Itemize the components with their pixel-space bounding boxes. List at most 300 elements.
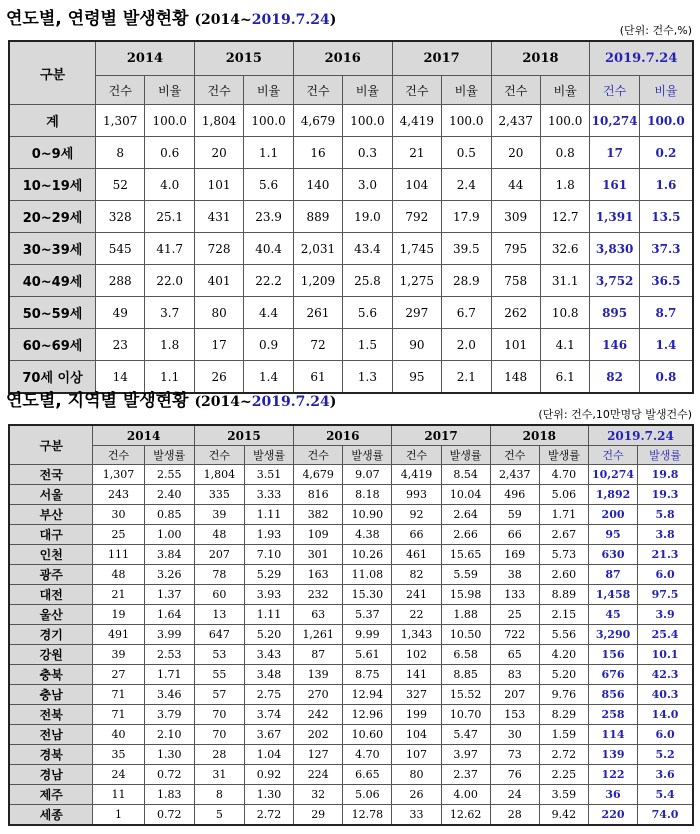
count-cell: 816 xyxy=(294,485,343,505)
count-cell: 28 xyxy=(490,805,539,826)
count-cell: 57 xyxy=(194,685,244,705)
region-row xyxy=(9,505,693,525)
ratio-subheader: 비율 xyxy=(442,76,491,105)
ratio-cell: 1.88 xyxy=(441,605,490,625)
count-cell: 207 xyxy=(490,685,539,705)
count-cell: 45 xyxy=(588,605,637,625)
year-header: 2014 xyxy=(93,425,194,446)
ratio-cell: 32.6 xyxy=(540,233,589,265)
ratio-cell: 5.20 xyxy=(539,665,588,685)
count-cell: 792 xyxy=(392,201,441,233)
count-cell: 258 xyxy=(588,705,637,725)
ratio-cell: 3.46 xyxy=(144,685,194,705)
ratio-cell: 10.90 xyxy=(343,505,392,525)
count-cell: 30 xyxy=(490,725,539,745)
count-subheader: 건수 xyxy=(490,446,539,465)
count-cell: 758 xyxy=(491,265,540,297)
count-cell: 82 xyxy=(590,361,639,394)
ratio-cell: 3.9 xyxy=(638,605,693,625)
ratio-cell: 15.30 xyxy=(343,585,392,605)
count-cell: 1,307 xyxy=(96,105,145,137)
ratio-cell: 9.07 xyxy=(343,465,392,485)
count-cell: 13 xyxy=(194,605,244,625)
row-label: 전남 xyxy=(9,725,93,745)
ratio-cell: 100.0 xyxy=(244,105,293,137)
count-cell: 139 xyxy=(294,665,343,685)
count-cell: 4,419 xyxy=(392,465,441,485)
ratio-cell: 1.04 xyxy=(244,745,293,765)
ratio-cell: 1.1 xyxy=(244,137,293,169)
year-header: 2019.7.24 xyxy=(590,41,693,76)
ratio-cell: 2.66 xyxy=(441,525,490,545)
count-cell: 630 xyxy=(588,545,637,565)
count-subheader: 건수 xyxy=(392,76,441,105)
count-cell: 28 xyxy=(194,745,244,765)
ratio-cell: 0.6 xyxy=(145,137,194,169)
row-label: 경기 xyxy=(9,625,93,645)
ratio-cell: 6.7 xyxy=(442,297,491,329)
ratio-cell: 3.99 xyxy=(144,625,194,645)
count-cell: 224 xyxy=(294,765,343,785)
count-subheader: 건수 xyxy=(588,446,637,465)
ratio-subheader: 발생률 xyxy=(144,446,194,465)
count-cell: 647 xyxy=(194,625,244,645)
row-label: 40~49세 xyxy=(9,265,96,297)
ratio-cell: 15.52 xyxy=(441,685,490,705)
ratio-cell: 19.8 xyxy=(638,465,693,485)
ratio-cell: 37.3 xyxy=(639,233,693,265)
ratio-cell: 100.0 xyxy=(540,105,589,137)
count-cell: 1,745 xyxy=(392,233,441,265)
ratio-cell: 6.65 xyxy=(343,765,392,785)
count-cell: 59 xyxy=(490,505,539,525)
ratio-cell: 5.56 xyxy=(539,625,588,645)
ratio-cell: 12.78 xyxy=(343,805,392,826)
age-row xyxy=(9,137,693,169)
count-cell: 44 xyxy=(491,169,540,201)
ratio-cell: 4.70 xyxy=(343,745,392,765)
row-label: 20~29세 xyxy=(9,201,96,233)
count-cell: 52 xyxy=(96,169,145,201)
count-subheader: 건수 xyxy=(194,446,244,465)
row-label: 강원 xyxy=(9,645,93,665)
ratio-cell: 5.59 xyxy=(441,565,490,585)
ratio-subheader: 비율 xyxy=(540,76,589,105)
row-label: 10~19세 xyxy=(9,169,96,201)
count-cell: 87 xyxy=(294,645,343,665)
year-header: 2016 xyxy=(293,41,392,76)
ratio-cell: 2.15 xyxy=(539,605,588,625)
count-cell: 5 xyxy=(194,805,244,826)
count-cell: 24 xyxy=(490,785,539,805)
ratio-cell: 25.8 xyxy=(343,265,392,297)
count-cell: 220 xyxy=(588,805,637,826)
ratio-cell: 2.72 xyxy=(539,745,588,765)
row-label: 인천 xyxy=(9,545,93,565)
ratio-cell: 5.20 xyxy=(244,625,293,645)
year-header: 2014 xyxy=(96,41,195,76)
age-row xyxy=(9,265,693,297)
ratio-cell: 5.29 xyxy=(244,565,293,585)
count-cell: 104 xyxy=(392,725,441,745)
count-cell: 32 xyxy=(294,785,343,805)
ratio-cell: 3.6 xyxy=(638,765,693,785)
corner-header: 구분 xyxy=(9,425,93,465)
region-row xyxy=(9,785,693,805)
ratio-cell: 42.3 xyxy=(638,665,693,685)
ratio-cell: 2.64 xyxy=(441,505,490,525)
count-subheader: 건수 xyxy=(93,446,144,465)
ratio-cell: 10.60 xyxy=(343,725,392,745)
ratio-cell: 8.75 xyxy=(343,665,392,685)
ratio-cell: 9.76 xyxy=(539,685,588,705)
ratio-cell: 19.0 xyxy=(343,201,392,233)
region-row xyxy=(9,685,693,705)
row-label: 충남 xyxy=(9,685,93,705)
count-cell: 243 xyxy=(93,485,144,505)
count-cell: 431 xyxy=(194,201,243,233)
count-cell: 1,307 xyxy=(93,465,144,485)
count-cell: 25 xyxy=(490,605,539,625)
ratio-cell: 2.4 xyxy=(442,169,491,201)
count-cell: 104 xyxy=(392,169,441,201)
ratio-cell: 3.7 xyxy=(145,297,194,329)
count-cell: 65 xyxy=(490,645,539,665)
ratio-cell: 1.5 xyxy=(343,329,392,361)
ratio-cell: 10.1 xyxy=(638,645,693,665)
count-cell: 141 xyxy=(392,665,441,685)
count-cell: 3,830 xyxy=(590,233,639,265)
ratio-cell: 8.7 xyxy=(639,297,693,329)
row-label: 60~69세 xyxy=(9,329,96,361)
count-cell: 795 xyxy=(491,233,540,265)
ratio-subheader: 비율 xyxy=(639,76,693,105)
age-table xyxy=(8,40,694,394)
ratio-cell: 39.5 xyxy=(442,233,491,265)
age-row xyxy=(9,233,693,265)
count-cell: 1,209 xyxy=(293,265,342,297)
count-cell: 8 xyxy=(96,137,145,169)
count-cell: 1,275 xyxy=(392,265,441,297)
ratio-cell: 5.06 xyxy=(343,785,392,805)
ratio-cell: 1.11 xyxy=(244,605,293,625)
count-cell: 8 xyxy=(194,785,244,805)
region-row xyxy=(9,525,693,545)
count-subheader: 건수 xyxy=(491,76,540,105)
ratio-cell: 6.1 xyxy=(540,361,589,394)
ratio-cell: 8.85 xyxy=(441,665,490,685)
ratio-subheader: 발생률 xyxy=(343,446,392,465)
count-cell: 19 xyxy=(93,605,144,625)
count-cell: 1,804 xyxy=(194,105,243,137)
count-cell: 2,437 xyxy=(491,105,540,137)
region-unit-note: (단위: 건수,10만명당 발생건수) xyxy=(538,408,692,421)
count-cell: 71 xyxy=(93,685,144,705)
count-cell: 76 xyxy=(490,765,539,785)
count-cell: 993 xyxy=(392,485,441,505)
count-cell: 70 xyxy=(194,725,244,745)
ratio-cell: 100.0 xyxy=(343,105,392,137)
count-cell: 2,437 xyxy=(490,465,539,485)
ratio-cell: 100.0 xyxy=(442,105,491,137)
count-cell: 309 xyxy=(491,201,540,233)
row-label: 대구 xyxy=(9,525,93,545)
count-cell: 35 xyxy=(93,745,144,765)
ratio-cell: 4.20 xyxy=(539,645,588,665)
count-cell: 1,343 xyxy=(392,625,441,645)
ratio-cell: 3.97 xyxy=(441,745,490,765)
count-cell: 21 xyxy=(93,585,144,605)
ratio-cell: 2.75 xyxy=(244,685,293,705)
count-cell: 1,892 xyxy=(588,485,637,505)
ratio-cell: 43.4 xyxy=(343,233,392,265)
ratio-cell: 12.7 xyxy=(540,201,589,233)
ratio-cell: 5.06 xyxy=(539,485,588,505)
count-cell: 71 xyxy=(93,705,144,725)
ratio-cell: 8.89 xyxy=(539,585,588,605)
count-cell: 82 xyxy=(392,565,441,585)
count-cell: 3,290 xyxy=(588,625,637,645)
ratio-cell: 3.43 xyxy=(244,645,293,665)
ratio-cell: 11.08 xyxy=(343,565,392,585)
count-cell: 78 xyxy=(194,565,244,585)
row-label: 세종 xyxy=(9,805,93,826)
region-row xyxy=(9,745,693,765)
row-label: 30~39세 xyxy=(9,233,96,265)
ratio-cell: 1.30 xyxy=(144,745,194,765)
ratio-cell: 22.0 xyxy=(145,265,194,297)
ratio-cell: 2.55 xyxy=(144,465,194,485)
count-cell: 101 xyxy=(491,329,540,361)
age-row xyxy=(9,297,693,329)
row-label: 70세 이상 xyxy=(9,361,96,394)
ratio-cell: 21.3 xyxy=(638,545,693,565)
count-cell: 40 xyxy=(93,725,144,745)
ratio-cell: 3.67 xyxy=(244,725,293,745)
age-row xyxy=(9,329,693,361)
count-cell: 95 xyxy=(392,361,441,394)
ratio-cell: 0.85 xyxy=(144,505,194,525)
ratio-cell: 0.92 xyxy=(244,765,293,785)
count-cell: 16 xyxy=(293,137,342,169)
ratio-subheader: 비율 xyxy=(244,76,293,105)
count-cell: 70 xyxy=(194,705,244,725)
ratio-cell: 5.61 xyxy=(343,645,392,665)
year-header: 2016 xyxy=(294,425,392,446)
ratio-subheader: 발생률 xyxy=(244,446,293,465)
ratio-cell: 22.2 xyxy=(244,265,293,297)
ratio-cell: 2.72 xyxy=(244,805,293,826)
count-cell: 161 xyxy=(590,169,639,201)
ratio-cell: 4.4 xyxy=(244,297,293,329)
ratio-cell: 1.1 xyxy=(145,361,194,394)
age-row xyxy=(9,105,693,137)
ratio-cell: 0.3 xyxy=(343,137,392,169)
row-label: 50~59세 xyxy=(9,297,96,329)
row-label: 0~9세 xyxy=(9,137,96,169)
region-row xyxy=(9,725,693,745)
count-cell: 10,274 xyxy=(588,465,637,485)
count-cell: 139 xyxy=(588,745,637,765)
count-cell: 241 xyxy=(392,585,441,605)
ratio-cell: 31.1 xyxy=(540,265,589,297)
ratio-cell: 2.67 xyxy=(539,525,588,545)
count-cell: 114 xyxy=(588,725,637,745)
ratio-cell: 0.9 xyxy=(244,329,293,361)
count-cell: 242 xyxy=(294,705,343,725)
region-row xyxy=(9,465,693,485)
ratio-subheader: 비율 xyxy=(145,76,194,105)
ratio-cell: 1.11 xyxy=(244,505,293,525)
region-title-text: 연도별, 지역별 발생현황 xyxy=(6,391,189,411)
count-cell: 382 xyxy=(294,505,343,525)
ratio-cell: 2.60 xyxy=(539,565,588,585)
ratio-cell: 6.0 xyxy=(638,725,693,745)
count-cell: 48 xyxy=(93,565,144,585)
ratio-cell: 1.93 xyxy=(244,525,293,545)
age-row xyxy=(9,169,693,201)
ratio-cell: 3.93 xyxy=(244,585,293,605)
ratio-cell: 0.72 xyxy=(144,805,194,826)
row-label: 대전 xyxy=(9,585,93,605)
count-cell: 109 xyxy=(294,525,343,545)
ratio-cell: 28.9 xyxy=(442,265,491,297)
ratio-cell: 2.40 xyxy=(144,485,194,505)
count-cell: 25 xyxy=(93,525,144,545)
count-cell: 297 xyxy=(392,297,441,329)
ratio-cell: 5.6 xyxy=(244,169,293,201)
ratio-cell: 4.1 xyxy=(540,329,589,361)
ratio-cell: 19.3 xyxy=(638,485,693,505)
region-row xyxy=(9,765,693,785)
ratio-cell: 13.5 xyxy=(639,201,693,233)
ratio-cell: 3.59 xyxy=(539,785,588,805)
ratio-cell: 5.4 xyxy=(638,785,693,805)
count-cell: 73 xyxy=(490,745,539,765)
count-cell: 270 xyxy=(294,685,343,705)
row-label: 경남 xyxy=(9,765,93,785)
ratio-cell: 2.1 xyxy=(442,361,491,394)
ratio-cell: 4.00 xyxy=(441,785,490,805)
count-cell: 127 xyxy=(294,745,343,765)
count-cell: 2,031 xyxy=(293,233,342,265)
count-subheader: 건수 xyxy=(392,446,441,465)
ratio-cell: 0.72 xyxy=(144,765,194,785)
count-subheader: 건수 xyxy=(194,76,243,105)
count-cell: 4,679 xyxy=(293,105,342,137)
row-label: 충북 xyxy=(9,665,93,685)
count-cell: 133 xyxy=(490,585,539,605)
region-row xyxy=(9,705,693,725)
ratio-cell: 2.0 xyxy=(442,329,491,361)
ratio-cell: 1.4 xyxy=(639,329,693,361)
count-cell: 107 xyxy=(392,745,441,765)
count-cell: 889 xyxy=(293,201,342,233)
count-cell: 288 xyxy=(96,265,145,297)
row-label: 경북 xyxy=(9,745,93,765)
count-cell: 156 xyxy=(588,645,637,665)
ratio-cell: 8.29 xyxy=(539,705,588,725)
ratio-cell: 23.9 xyxy=(244,201,293,233)
region-row xyxy=(9,665,693,685)
ratio-cell: 5.73 xyxy=(539,545,588,565)
ratio-cell: 5.47 xyxy=(441,725,490,745)
count-cell: 61 xyxy=(293,361,342,394)
ratio-cell: 41.7 xyxy=(145,233,194,265)
count-cell: 461 xyxy=(392,545,441,565)
count-cell: 14 xyxy=(96,361,145,394)
ratio-cell: 5.37 xyxy=(343,605,392,625)
ratio-cell: 3.33 xyxy=(244,485,293,505)
count-cell: 122 xyxy=(588,765,637,785)
ratio-cell: 12.96 xyxy=(343,705,392,725)
row-label: 광주 xyxy=(9,565,93,585)
row-label: 전국 xyxy=(9,465,93,485)
count-cell: 140 xyxy=(293,169,342,201)
ratio-cell: 10.8 xyxy=(540,297,589,329)
ratio-cell: 14.0 xyxy=(638,705,693,725)
ratio-cell: 12.94 xyxy=(343,685,392,705)
ratio-cell: 0.2 xyxy=(639,137,693,169)
count-cell: 676 xyxy=(588,665,637,685)
ratio-subheader: 발생률 xyxy=(539,446,588,465)
count-cell: 72 xyxy=(293,329,342,361)
age-title-text: 연도별, 연령별 발생현황 xyxy=(6,9,189,29)
count-cell: 95 xyxy=(588,525,637,545)
ratio-cell: 1.59 xyxy=(539,725,588,745)
ratio-cell: 0.8 xyxy=(540,137,589,169)
count-cell: 102 xyxy=(392,645,441,665)
count-cell: 17 xyxy=(194,329,243,361)
ratio-cell: 1.6 xyxy=(639,169,693,201)
ratio-cell: 2.10 xyxy=(144,725,194,745)
count-cell: 496 xyxy=(490,485,539,505)
count-cell: 4,679 xyxy=(294,465,343,485)
count-cell: 22 xyxy=(392,605,441,625)
count-cell: 53 xyxy=(194,645,244,665)
year-header: 2017 xyxy=(392,425,490,446)
ratio-cell: 4.0 xyxy=(145,169,194,201)
count-cell: 17 xyxy=(590,137,639,169)
region-row xyxy=(9,625,693,645)
count-cell: 90 xyxy=(392,329,441,361)
ratio-cell: 100.0 xyxy=(639,105,693,137)
ratio-cell: 40.4 xyxy=(244,233,293,265)
ratio-cell: 1.3 xyxy=(343,361,392,394)
year-header: 2015 xyxy=(194,41,293,76)
ratio-cell: 1.8 xyxy=(145,329,194,361)
ratio-cell: 25.1 xyxy=(145,201,194,233)
region-row xyxy=(9,565,693,585)
count-cell: 66 xyxy=(392,525,441,545)
count-cell: 335 xyxy=(194,485,244,505)
age-section-title xyxy=(6,4,336,29)
ratio-cell: 3.74 xyxy=(244,705,293,725)
ratio-cell: 6.0 xyxy=(638,565,693,585)
region-table xyxy=(8,424,694,826)
count-cell: 262 xyxy=(491,297,540,329)
count-cell: 38 xyxy=(490,565,539,585)
ratio-cell: 3.48 xyxy=(244,665,293,685)
count-cell: 87 xyxy=(588,565,637,585)
region-row xyxy=(9,545,693,565)
count-cell: 21 xyxy=(392,137,441,169)
region-title-range xyxy=(194,394,336,410)
ratio-cell: 2.53 xyxy=(144,645,194,665)
count-cell: 327 xyxy=(392,685,441,705)
count-cell: 3,752 xyxy=(590,265,639,297)
count-cell: 92 xyxy=(392,505,441,525)
